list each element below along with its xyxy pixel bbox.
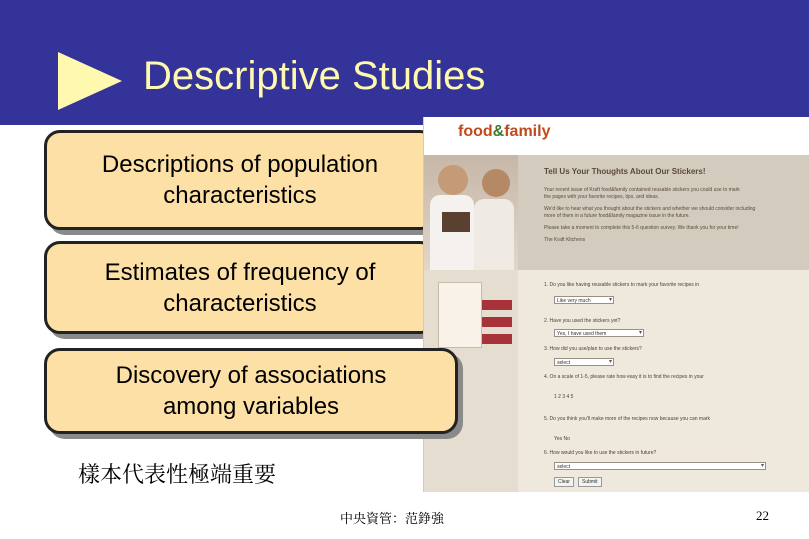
scale-options[interactable]: 1 2 3 4 5 (554, 394, 574, 400)
sticker-sheet (438, 282, 482, 348)
play-arrow-icon (58, 52, 122, 110)
box-line: characteristics (163, 182, 317, 209)
survey-screenshot (423, 117, 809, 492)
intro-line: the pages with your favorite recipes, tips, and ideas. (544, 194, 660, 200)
person-figure (430, 195, 474, 270)
page-number: 22 (756, 508, 769, 523)
box-line: among variables (162, 393, 340, 420)
question-3: 3. How did you use/plan to use the stickers? (544, 346, 642, 352)
slide-note: 樣本代表性極端重要 (78, 463, 277, 488)
q6-select[interactable]: select ▾ (554, 462, 766, 470)
person-figure (474, 199, 514, 270)
yes-no-options[interactable]: Yes No (554, 436, 570, 442)
food-family-logo: food&family (458, 123, 551, 140)
concept-box-estimates (44, 241, 436, 334)
sticker-tab (482, 317, 512, 327)
slide-footer: 中央資管：范錚強 (340, 512, 445, 527)
question-2: 2. Have you used the stickers yet? (544, 318, 621, 324)
sticker-tab (482, 334, 512, 344)
concept-box-descriptions (44, 130, 436, 230)
intro-title: Tell Us Your Thoughts About Our Stickers! (544, 167, 706, 176)
q2-select[interactable]: Yes, I have used them ▾ (554, 329, 644, 337)
person-head (438, 165, 468, 195)
submit-button[interactable]: Submit (578, 477, 602, 487)
magazine (442, 212, 470, 232)
screenshot-header (424, 117, 809, 155)
intro-line: We'd like to hear what you thought about the stickers and whether we should consider including (544, 206, 756, 212)
question-5: 5. Do you think you'll make more of the recipes now because you can mark (544, 416, 711, 422)
question-6: 6. How would you like to use the stickers in future? (544, 450, 657, 456)
intro-line: Your recent issue of Kraft food&family contained reusable stickers you could use to mark (544, 187, 740, 193)
survey-form (518, 270, 809, 492)
box-line: Discovery of associations (115, 362, 387, 389)
clear-button[interactable]: Clear (554, 477, 574, 487)
intro-line: The Kraft Kitchens (544, 237, 586, 243)
q3-select[interactable]: select ▾ (554, 358, 614, 366)
sticker-tab (482, 300, 512, 310)
intro-line: more of them in a future food&family magazine issue in the future. (544, 213, 690, 219)
concept-box-associations (44, 348, 458, 434)
question-4: 4. On a scale of 1-5, please rate how easy it is to find the recipes in your (544, 374, 704, 380)
box-line: Estimates of frequency of (104, 258, 376, 286)
person-head (482, 169, 510, 197)
box-line: characteristics (163, 289, 317, 317)
q1-select[interactable]: Like very much ▾ (554, 296, 614, 304)
question-1: 1. Do you like having reusable stickers to mark your favorite recipes in (544, 282, 700, 288)
slide-title: Descriptive Studies (143, 54, 486, 98)
intro-panel (518, 155, 809, 270)
intro-line: Please take a moment to complete this 5-6 question survey. We thank you for your time! (544, 225, 739, 231)
box-line: Descriptions of population (101, 151, 379, 178)
